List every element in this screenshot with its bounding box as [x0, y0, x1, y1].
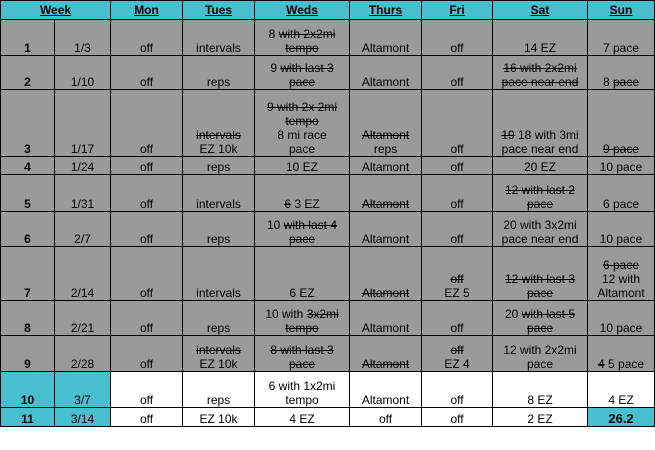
mon-cell[interactable]: off: [111, 157, 183, 175]
thurs-cell[interactable]: Altamont: [350, 301, 422, 336]
struck-text: 9 with 2x 2mi: [267, 100, 338, 114]
sat-cell[interactable]: [493, 90, 588, 157]
weds-cell[interactable]: 4 EZ: [255, 408, 350, 427]
table-row: [1, 90, 655, 157]
fri-cell[interactable]: off: [422, 157, 493, 175]
weds-cell[interactable]: 6 EZ: [255, 247, 350, 301]
struck-text: 16 with 2x2mi: [503, 61, 577, 75]
table-row: [1, 247, 655, 301]
cell-text: pace: [527, 357, 554, 371]
sun-cell[interactable]: [588, 247, 655, 301]
struck-text: Altamont: [361, 128, 410, 142]
header-sun[interactable]: Sun: [588, 1, 655, 20]
fri-cell[interactable]: off: [422, 372, 493, 408]
cell-text: 12 with 2x2mi: [503, 343, 577, 357]
week-date-cell[interactable]: 1/24: [55, 157, 111, 175]
struck-text: tempo: [285, 114, 319, 128]
cell-text: tempo: [285, 393, 319, 407]
week-number-cell[interactable]: 9: [1, 336, 55, 372]
cell-text: 3 EZ: [291, 197, 320, 211]
fri-cell[interactable]: off: [422, 56, 493, 90]
header-fri[interactable]: Fri: [422, 1, 493, 20]
sat-cell[interactable]: 14 EZ: [493, 20, 588, 56]
header-weds[interactable]: Weds: [255, 1, 350, 20]
sun-cell[interactable]: 6 pace: [588, 175, 655, 212]
sat-cell[interactable]: 8 EZ: [493, 372, 588, 408]
weds-cell[interactable]: [255, 90, 350, 157]
fri-cell[interactable]: off: [422, 90, 493, 157]
header-sat[interactable]: Sat: [493, 1, 588, 20]
thurs-cell[interactable]: [350, 247, 422, 301]
weds-cell[interactable]: [255, 336, 350, 372]
thurs-cell[interactable]: Altamont: [350, 56, 422, 90]
table-row: [1, 20, 655, 56]
sun-cell[interactable]: [588, 56, 655, 90]
tues-cell[interactable]: reps: [183, 157, 255, 175]
cell-text: reps: [373, 142, 398, 156]
struck-text: pace near end: [501, 75, 579, 89]
header-thurs[interactable]: Thurs: [350, 1, 422, 20]
thurs-cell[interactable]: [350, 90, 422, 157]
cell-text: 8: [268, 27, 279, 41]
table-row: [1, 336, 655, 372]
cell-text: 10 with: [265, 307, 307, 321]
week-number-cell[interactable]: 10: [1, 372, 55, 408]
sat-cell[interactable]: [493, 212, 588, 247]
struck-text: with last 4: [283, 218, 338, 232]
struck-text: Altamont: [361, 197, 410, 211]
table-row: [1, 372, 655, 408]
cell-text: EZ 4: [444, 357, 470, 371]
cell-text: 20 with 3x2mi: [503, 218, 577, 232]
table-body: [1, 20, 655, 427]
sun-cell[interactable]: [588, 336, 655, 372]
week-date-cell[interactable]: 1/10: [55, 56, 111, 90]
mon-cell[interactable]: off: [111, 372, 183, 408]
tues-cell[interactable]: intervals: [183, 247, 255, 301]
struck-text: pace: [527, 197, 554, 211]
sat-cell[interactable]: 20 EZ: [493, 157, 588, 175]
cell-text: 12 with: [602, 272, 641, 286]
struck-text: pace: [527, 321, 554, 335]
cell-text: pace: [289, 142, 316, 156]
week-date-cell[interactable]: 2/21: [55, 301, 111, 336]
cell-text: EZ 10k: [199, 142, 238, 156]
cell-text: EZ 5: [444, 286, 470, 300]
struck-text: off: [450, 272, 464, 286]
struck-text: pace: [289, 75, 316, 89]
cell-text: 8: [602, 75, 613, 89]
struck-text: with last 3: [280, 61, 334, 75]
header-row: [1, 1, 655, 20]
struck-text: off: [450, 343, 464, 357]
week-number-cell[interactable]: 3: [1, 90, 55, 157]
tues-cell[interactable]: [183, 90, 255, 157]
sun-cell[interactable]: 7 pace: [588, 20, 655, 56]
week-number-cell[interactable]: 1: [1, 20, 55, 56]
week-date-cell[interactable]: 2/7: [55, 212, 111, 247]
weds-cell[interactable]: 10 EZ: [255, 157, 350, 175]
struck-text: 4: [597, 357, 605, 371]
mon-cell[interactable]: off: [111, 212, 183, 247]
sun-cell[interactable]: [588, 90, 655, 157]
struck-text: 12 with last 2: [504, 183, 576, 197]
struck-text: intervals: [196, 343, 241, 357]
thurs-cell[interactable]: [350, 175, 422, 212]
cell-text: pace near end: [501, 232, 579, 246]
sat-cell[interactable]: [493, 336, 588, 372]
struck-text: pace: [527, 286, 554, 300]
thurs-cell[interactable]: [350, 336, 422, 372]
sat-cell[interactable]: [493, 175, 588, 212]
table-row: [1, 301, 655, 336]
mon-cell[interactable]: off: [111, 247, 183, 301]
sun-cell[interactable]: 10 pace: [588, 301, 655, 336]
struck-text: 3x2mi: [306, 307, 339, 321]
cell-text: 9: [270, 61, 281, 75]
cell-text: 10: [266, 218, 284, 232]
fri-cell[interactable]: off: [422, 212, 493, 247]
week-date-cell[interactable]: 2/14: [55, 247, 111, 301]
struck-text: intervals: [196, 128, 241, 142]
mon-cell[interactable]: off: [111, 336, 183, 372]
weds-cell[interactable]: [255, 372, 350, 408]
cell-text: 18 with 3mi: [514, 128, 579, 142]
week-number-cell[interactable]: 11: [1, 408, 55, 427]
mon-cell[interactable]: off: [111, 408, 183, 427]
table-row: [1, 408, 655, 427]
fri-cell[interactable]: [422, 247, 493, 301]
sat-cell[interactable]: 2 EZ: [493, 408, 588, 427]
week-number-cell[interactable]: 7: [1, 247, 55, 301]
sun-cell[interactable]: 26.2: [588, 408, 655, 427]
tues-cell[interactable]: intervals: [183, 175, 255, 212]
mon-cell[interactable]: off: [111, 20, 183, 56]
weds-cell[interactable]: [255, 56, 350, 90]
struck-text: pace: [289, 357, 316, 371]
thurs-cell[interactable]: Altamont: [350, 157, 422, 175]
header-week[interactable]: Week: [1, 1, 111, 20]
week-number-cell[interactable]: 5: [1, 175, 55, 212]
sun-cell[interactable]: 4 EZ: [588, 372, 655, 408]
tues-cell[interactable]: EZ 10k: [183, 408, 255, 427]
fri-cell[interactable]: off: [422, 408, 493, 427]
struck-text: 12 with last 3: [504, 272, 576, 286]
tues-cell[interactable]: reps: [183, 301, 255, 336]
cell-text: pace near end: [501, 142, 579, 156]
table-row: [1, 212, 655, 247]
struck-text: 6: [284, 197, 292, 211]
week-date-cell[interactable]: 1/31: [55, 175, 111, 212]
mon-cell[interactable]: off: [111, 175, 183, 212]
struck-text: 9 pace: [603, 142, 640, 156]
mon-cell[interactable]: off: [111, 301, 183, 336]
week-date-cell[interactable]: 2/28: [55, 336, 111, 372]
week-number-cell[interactable]: 4: [1, 157, 55, 175]
weds-cell[interactable]: [255, 301, 350, 336]
weds-cell[interactable]: [255, 212, 350, 247]
sat-cell[interactable]: [493, 301, 588, 336]
tues-cell[interactable]: reps: [183, 372, 255, 408]
mon-cell[interactable]: off: [111, 56, 183, 90]
struck-text: pace: [613, 75, 640, 89]
cell-text: 6 with 1x2mi: [268, 379, 336, 393]
thurs-cell[interactable]: Altamont: [350, 212, 422, 247]
cell-text: EZ 10k: [199, 357, 238, 371]
header-tues[interactable]: Tues: [183, 1, 255, 20]
struck-text: tempo: [285, 321, 319, 335]
struck-text: Altamont: [361, 357, 410, 371]
sun-cell[interactable]: 10 pace: [588, 212, 655, 247]
week-date-cell[interactable]: 1/17: [55, 90, 111, 157]
fri-cell[interactable]: off: [422, 20, 493, 56]
tues-cell[interactable]: [183, 336, 255, 372]
cell-text: Altamont: [597, 286, 645, 300]
struck-text: 19: [501, 128, 515, 142]
week-number-cell[interactable]: 8: [1, 301, 55, 336]
fri-cell[interactable]: off: [422, 301, 493, 336]
week-number-cell[interactable]: 6: [1, 212, 55, 247]
tues-cell[interactable]: reps: [183, 212, 255, 247]
fri-cell[interactable]: off: [422, 175, 493, 212]
table-row: [1, 56, 655, 90]
cell-text: 8 mi race: [277, 128, 327, 142]
week-date-cell[interactable]: 1/3: [55, 20, 111, 56]
table-row: [1, 157, 655, 175]
struck-text: pace: [289, 232, 316, 246]
struck-text: tempo: [285, 41, 319, 55]
cell-text: 5 pace: [604, 357, 645, 371]
fri-cell[interactable]: [422, 336, 493, 372]
table-row: [1, 175, 655, 212]
cell-text: 20: [504, 307, 522, 321]
sun-cell[interactable]: 10 pace: [588, 157, 655, 175]
struck-text: with last 5: [521, 307, 576, 321]
mon-cell[interactable]: off: [111, 90, 183, 157]
struck-text: with 2x2mi: [278, 27, 336, 41]
struck-text: 6 pace: [603, 258, 640, 272]
week-date-cell[interactable]: 3/14: [55, 408, 111, 427]
struck-text: Altamont: [361, 286, 410, 300]
thurs-cell[interactable]: Altamont: [350, 20, 422, 56]
week-number-cell[interactable]: 2: [1, 56, 55, 90]
header-mon[interactable]: Mon: [111, 1, 183, 20]
week-date-cell[interactable]: 3/7: [55, 372, 111, 408]
struck-text: 8 with last 3: [270, 343, 334, 357]
tues-cell[interactable]: intervals: [183, 20, 255, 56]
thurs-cell[interactable]: off: [350, 408, 422, 427]
sat-cell[interactable]: [493, 247, 588, 301]
weds-cell[interactable]: [255, 20, 350, 56]
tues-cell[interactable]: reps: [183, 56, 255, 90]
weds-cell[interactable]: [255, 175, 350, 212]
sat-cell[interactable]: [493, 56, 588, 90]
thurs-cell[interactable]: Altamont: [350, 372, 422, 408]
